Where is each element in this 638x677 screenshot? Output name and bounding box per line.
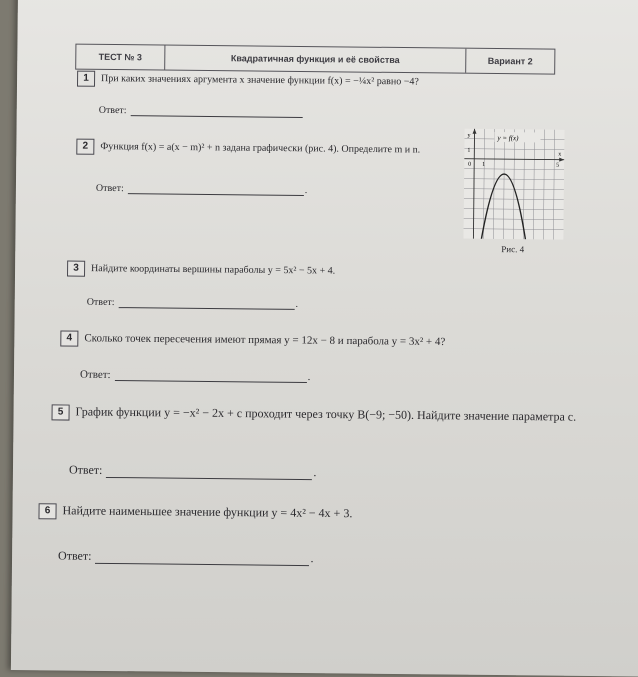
answer-label: Ответ: [79, 368, 111, 381]
graph-function-label: y = f(x) [497, 134, 519, 143]
answer-label: Ответ: [58, 548, 92, 563]
answer-line[interactable] [95, 553, 309, 566]
answer-line[interactable] [115, 370, 307, 383]
question-number: 3 [67, 261, 85, 277]
question-4 [60, 330, 550, 351]
question-text: Сколько точек пересечения имеют прямая y = 12x − 8 и парабола y = 3x² + 4? [84, 332, 446, 349]
question-6 [38, 503, 598, 525]
figure-caption: Рис. 4 [501, 244, 525, 255]
answer-1 [99, 105, 303, 118]
question-number: 5 [51, 404, 69, 420]
tick-x-one-label: 1 [482, 161, 486, 168]
figure-4-graph [463, 129, 564, 240]
answer-4: Ответ: . [79, 368, 311, 384]
tick-x-end-label: 5 [556, 162, 560, 169]
worksheet-page [11, 0, 638, 677]
question-text: Найдите наименьшее значение функции y = 4x² − 4x + 3. [62, 503, 353, 521]
answer-label: Ответ: [95, 182, 124, 195]
test-topic: Квадратичная функция и её свойства [165, 46, 466, 73]
question-2 [76, 139, 446, 159]
answer-3: Ответ: . [86, 296, 299, 310]
answer-5: Ответ: . [68, 462, 317, 480]
question-text: Найдите координаты вершины параболы y = 5x² − 5x + 4. [91, 263, 336, 277]
test-header [75, 44, 555, 75]
tick-one-label: 1 [467, 147, 471, 154]
question-1 [77, 71, 497, 91]
test-variant: Вариант 2 [487, 55, 533, 67]
answer-label: Ответ: [68, 462, 103, 477]
test-number: ТЕСТ № 3 [76, 45, 165, 70]
axis-x-label: x [558, 151, 562, 158]
answer-6: Ответ: . [58, 548, 314, 566]
answer-line[interactable] [128, 183, 304, 196]
question-5 [51, 404, 581, 426]
question-number: 1 [77, 71, 95, 87]
axis-y-label: y [467, 132, 471, 139]
question-text: Функция f(x) = a(x − m)² + n задана графически (рис. 4). Определите m и n. [100, 141, 421, 156]
parabola-graph [463, 129, 564, 240]
question-number: 4 [60, 330, 78, 346]
answer-line[interactable] [119, 297, 295, 310]
question-text: При каких значениях аргумента x значение функции f(x) = −¼x² равно −4? [101, 73, 419, 88]
answer-label: Ответ: [98, 104, 127, 117]
question-3 [67, 261, 487, 281]
question-text: График функции y = −x² − 2x + c проходит через точку B(−9; −50). Найдите значение параметра c. [75, 404, 577, 424]
answer-label: Ответ: [86, 296, 115, 309]
question-number: 2 [76, 139, 94, 155]
answer-2: Ответ: . [95, 182, 308, 197]
answer-line[interactable] [131, 105, 303, 118]
question-number: 6 [38, 503, 56, 519]
answer-line[interactable] [106, 467, 312, 480]
origin-label: 0 [468, 161, 472, 168]
